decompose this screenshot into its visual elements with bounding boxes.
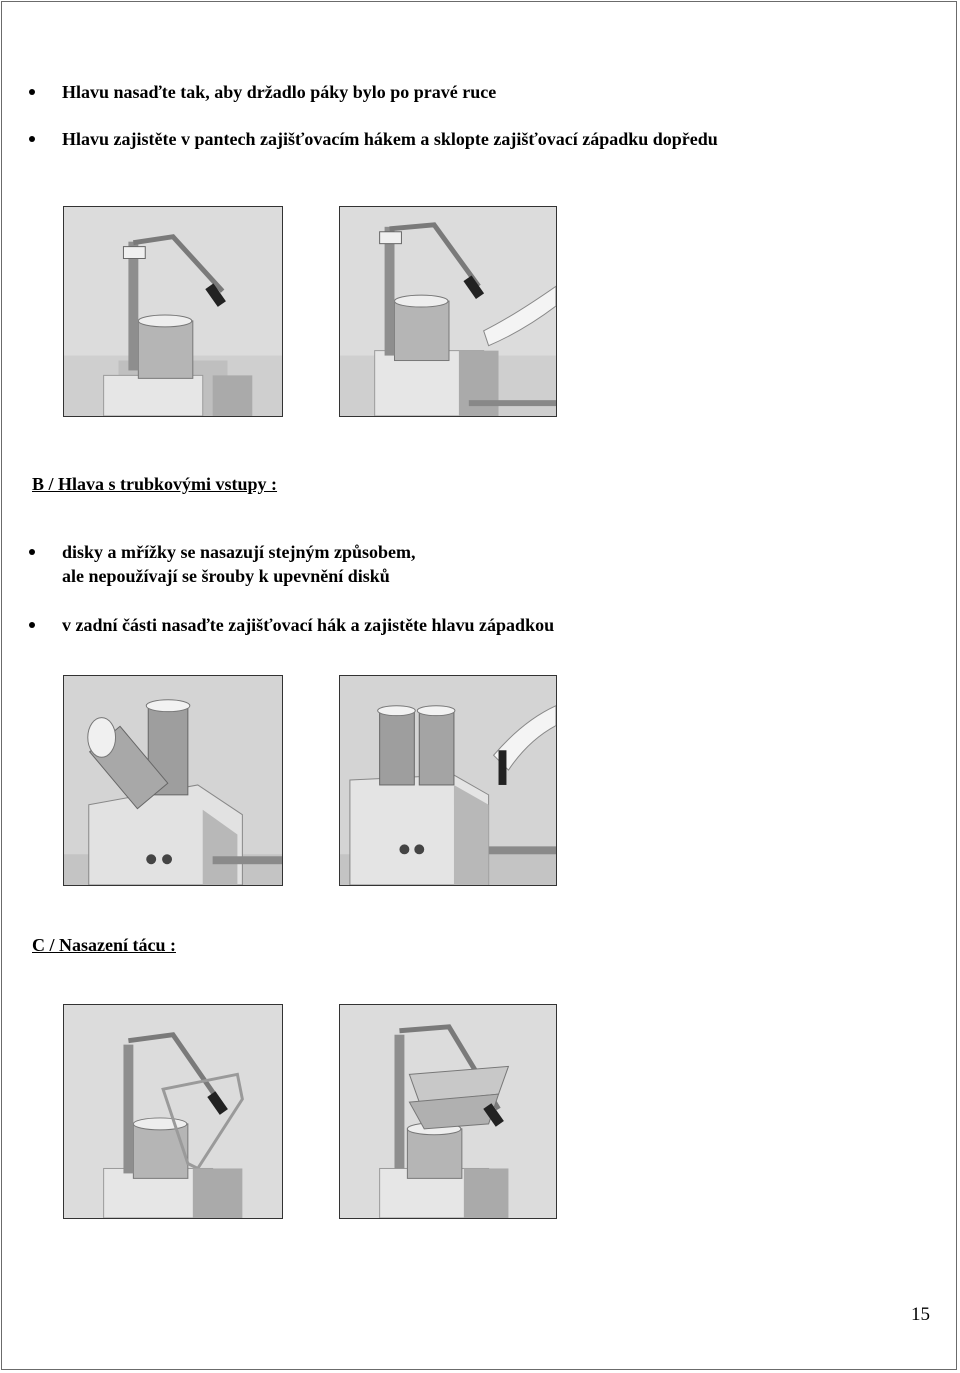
section-heading: B / Hlava s trubkovými vstupy : bbox=[32, 474, 278, 494]
bullet-dot bbox=[29, 89, 35, 95]
bullet-dot bbox=[29, 549, 35, 555]
page-number: 15 bbox=[911, 1304, 930, 1325]
product-photo bbox=[63, 675, 283, 886]
instruction-text: v zadní části nasaďte zajišťovací hák a zajistěte hlavu západkou bbox=[62, 615, 555, 635]
product-photo bbox=[63, 1004, 283, 1219]
product-photo bbox=[339, 206, 557, 417]
bullet-dot bbox=[29, 136, 35, 142]
instruction-text: Hlavu zajistěte v pantech zajišťovacím hákem a sklopte zajišťovací západku dopředu bbox=[62, 129, 718, 149]
instruction-text: ale nepoužívají se šrouby k upevnění disků bbox=[62, 566, 390, 586]
product-photo bbox=[339, 1004, 557, 1219]
instruction-text: disky a mřížky se nasazují stejným způsobem, bbox=[62, 542, 416, 562]
section-heading: C / Nasazení tácu : bbox=[32, 935, 176, 955]
instruction-text: Hlavu nasaďte tak, aby držadlo páky bylo po pravé ruce bbox=[62, 82, 497, 102]
product-photo bbox=[63, 206, 283, 417]
product-photo bbox=[339, 675, 557, 886]
bullet-dot bbox=[29, 622, 35, 628]
